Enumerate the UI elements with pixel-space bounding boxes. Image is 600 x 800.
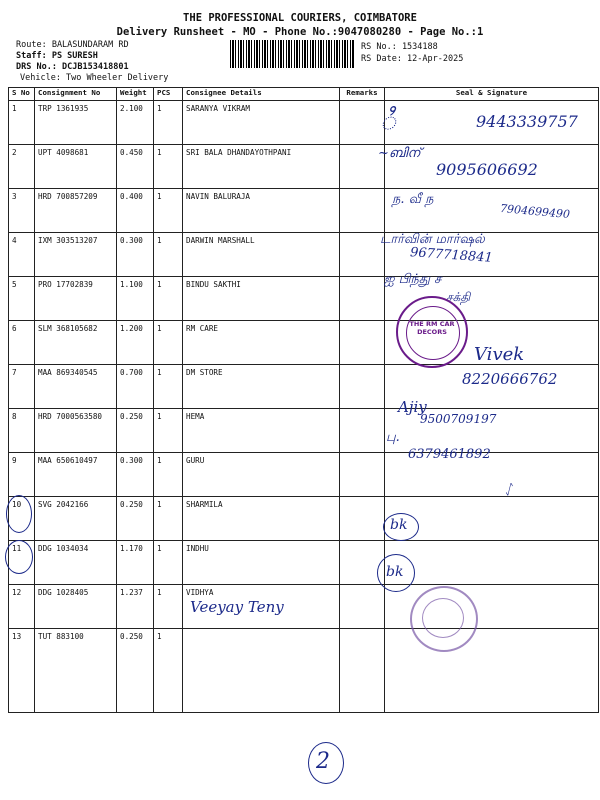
row-weight: 0.250 <box>117 497 154 541</box>
row-consignment-no: DDG 1034034 <box>35 541 117 585</box>
row-pcs: 1 <box>154 409 183 453</box>
row-consignee <box>183 629 340 713</box>
row-consignee: VIDHYA <box>183 585 340 629</box>
runsheet-table <box>8 87 599 713</box>
row-consignment-no: SVG 2042166 <box>35 497 117 541</box>
row-pcs: 1 <box>154 101 183 145</box>
company-seal-stamp <box>396 296 468 368</box>
signature-12 <box>377 554 415 592</box>
col-pcs: PCS <box>154 88 183 101</box>
handwritten-phone-4: 9677718841 <box>409 245 494 266</box>
row-sno: 4 <box>9 233 35 277</box>
row-pcs: 1 <box>154 233 183 277</box>
row-sno: 2 <box>9 145 35 189</box>
row-consignee: INDHU <box>183 541 340 585</box>
row-consignment-no: HRD 7000563580 <box>35 409 117 453</box>
row-sno: 3 <box>9 189 35 233</box>
table-row <box>9 629 599 713</box>
row-consignee: BINDU SAKTHI <box>183 277 340 321</box>
drs-info: DRS No.: DCJB153418801 <box>16 62 129 72</box>
row-remarks <box>340 629 385 713</box>
staff-info: Staff: PS SURESH <box>16 51 98 61</box>
table-row <box>9 497 599 541</box>
row-remarks <box>340 101 385 145</box>
row-pcs: 1 <box>154 541 183 585</box>
page-number-mark <box>308 742 344 784</box>
row-12-mark <box>5 540 33 574</box>
row-consignee: NAVIN BALURAJA <box>183 189 340 233</box>
signature-9: பு. <box>386 430 400 445</box>
signature-3: ந. வீ ந <box>392 192 434 207</box>
row-pcs: 1 <box>154 629 183 713</box>
row-remarks <box>340 365 385 409</box>
row-remarks <box>340 277 385 321</box>
row-weight: 1.170 <box>117 541 154 585</box>
handwritten-phone-7: 8220666762 <box>462 370 558 388</box>
col-remarks: Remarks <box>340 88 385 101</box>
row-signature-cell <box>385 541 599 585</box>
row-weight: 1.200 <box>117 321 154 365</box>
handwritten-name-13: Veeyay Teny <box>190 598 284 616</box>
table-row <box>9 409 599 453</box>
row-weight: 0.250 <box>117 629 154 713</box>
row-sno: 5 <box>9 277 35 321</box>
row-sno: 11 <box>9 541 35 585</box>
row-weight: 0.300 <box>117 453 154 497</box>
row-remarks <box>340 409 385 453</box>
row-weight: 0.300 <box>117 233 154 277</box>
handwritten-phone-8: 9500709197 <box>420 412 497 426</box>
row-sno: 7 <box>9 365 35 409</box>
row-consignment-no: HRD 700857209 <box>35 189 117 233</box>
row-consignee: RM CARE <box>183 321 340 365</box>
signature-12-text: bk <box>386 564 404 580</box>
row-consignment-no: MAA 869340545 <box>35 365 117 409</box>
row-pcs: 1 <box>154 277 183 321</box>
col-sno: S No <box>9 88 35 101</box>
row-consignee: GURU <box>183 453 340 497</box>
row-sno: 9 <box>9 453 35 497</box>
table-row <box>9 585 599 629</box>
row-sno: 6 <box>9 321 35 365</box>
row-weight: 0.450 <box>117 145 154 189</box>
row-sno: 12 <box>9 585 35 629</box>
row-consignment-no: TRP 1361935 <box>35 101 117 145</box>
row-pcs: 1 <box>154 497 183 541</box>
table-row <box>9 541 599 585</box>
row-consignment-no: PRO 17702839 <box>35 277 117 321</box>
faded-seal-stamp <box>410 586 478 652</box>
row-weight: 1.100 <box>117 277 154 321</box>
row-weight: 0.400 <box>117 189 154 233</box>
runsheet-title: Delivery Runsheet - MO - Phone No.:9047080280 - Page No.:1 <box>116 26 484 38</box>
handwritten-phone-2: 9095606692 <box>436 160 538 179</box>
row-pcs: 1 <box>154 145 183 189</box>
signature-11 <box>383 513 419 541</box>
signature-5b: சக்தி <box>446 290 471 304</box>
signature-2: ~ബിന് <box>378 146 421 161</box>
row-consignee: HEMA <box>183 409 340 453</box>
row-weight: 2.100 <box>117 101 154 145</box>
signature-10: ᛇ <box>504 482 513 498</box>
row-pcs: 1 <box>154 189 183 233</box>
row-consignment-no: SLM 368105682 <box>35 321 117 365</box>
row-remarks <box>340 321 385 365</box>
row-sno: 10 <box>9 497 35 541</box>
signature-11-text: bk <box>390 517 408 533</box>
col-consignee: Consignee Details <box>183 88 340 101</box>
row-weight: 1.237 <box>117 585 154 629</box>
row-consignee: DM STORE <box>183 365 340 409</box>
row-remarks <box>340 585 385 629</box>
row-consignment-no: MAA 650610497 <box>35 453 117 497</box>
seal-text: THE RM CAR DECORS <box>409 320 455 336</box>
col-consignment: Consignment No <box>35 88 117 101</box>
row-pcs: 1 <box>154 321 183 365</box>
row-remarks <box>340 189 385 233</box>
row-consignment-no: IXM 303513207 <box>35 233 117 277</box>
table-row <box>9 233 599 277</box>
page-number-text: 2 <box>316 749 330 774</box>
handwritten-name-7: Vivek <box>474 344 525 365</box>
row-weight: 0.250 <box>117 409 154 453</box>
table-row <box>9 277 599 321</box>
vehicle-info: Vehicle: Two Wheeler Delivery <box>20 73 169 83</box>
row-sno: 1 <box>9 101 35 145</box>
signature-8: Ajiy <box>398 398 427 416</box>
row-sno: 13 <box>9 629 35 713</box>
col-weight: Weight <box>117 88 154 101</box>
row-weight: 0.700 <box>117 365 154 409</box>
rs-number: RS No.: 1534188 <box>361 42 438 52</box>
row-sno: 8 <box>9 409 35 453</box>
row-11-mark <box>6 495 32 533</box>
row-remarks <box>340 453 385 497</box>
row-consignee: DARWIN MARSHALL <box>183 233 340 277</box>
barcode <box>230 40 354 68</box>
handwritten-phone-3: 7904699490 <box>499 201 571 222</box>
handwritten-phone-1: 9443339757 <box>476 112 578 131</box>
row-consignee: SRI BALA DHANDAYOTHPANI <box>183 145 340 189</box>
row-remarks <box>340 497 385 541</box>
row-remarks <box>340 233 385 277</box>
signature-4: டார்வின் மார்ஷல் <box>380 232 485 247</box>
signature-5: ஐ பிந்து ச <box>384 272 442 287</box>
table-header-row <box>9 88 599 101</box>
row-signature-cell <box>385 629 599 713</box>
row-pcs: 1 <box>154 453 183 497</box>
rs-date: RS Date: 12-Apr-2025 <box>361 54 464 64</box>
signature-1: ႆ <box>380 106 397 136</box>
row-consignment-no: DDG 1028405 <box>35 585 117 629</box>
row-pcs: 1 <box>154 585 183 629</box>
handwritten-phone-9: 6379461892 <box>408 447 491 462</box>
row-consignee: SARANYA VIKRAM <box>183 101 340 145</box>
route-info: Route: BALASUNDARAM RD <box>16 40 129 50</box>
row-pcs: 1 <box>154 365 183 409</box>
col-seal-signature: Seal & Signature <box>385 88 599 101</box>
row-consignment-no: TUT 883100 <box>35 629 117 713</box>
row-consignee: SHARMILA <box>183 497 340 541</box>
row-consignment-no: UPT 4098681 <box>35 145 117 189</box>
company-title: THE PROFESSIONAL COURIERS, COIMBATORE <box>183 12 417 24</box>
